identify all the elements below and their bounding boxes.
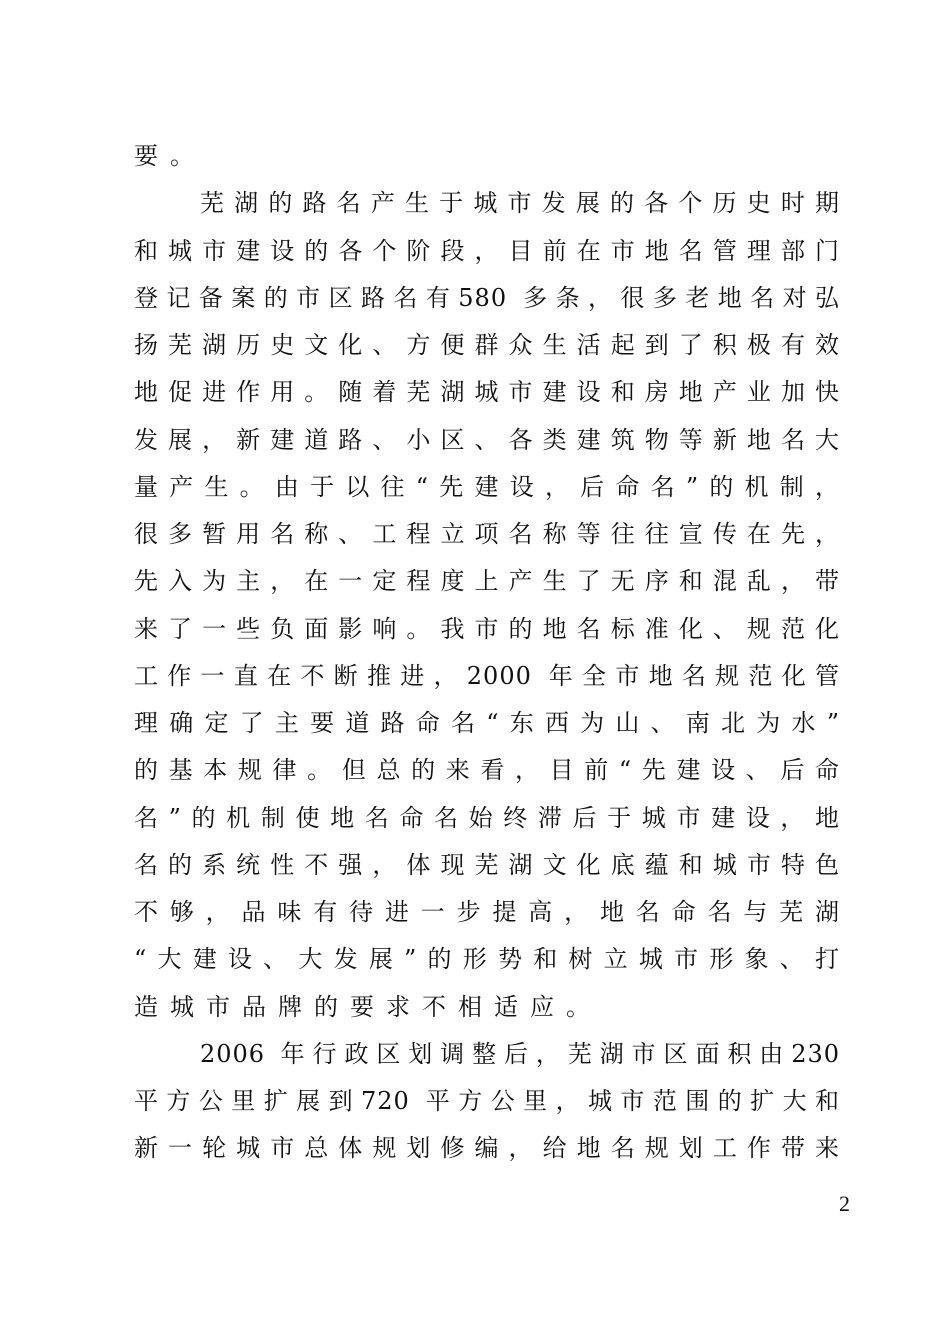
paragraph-first-line: 芜湖的路名产生于城市发展的各个历史时期 [200,189,840,218]
text-line: “大建设、大发展”的形势和树立城市形象、打 [134,945,840,974]
page-number: 2 [839,1191,850,1216]
text-line: 造城市品牌的要求不相适应。 [134,992,602,1021]
text-line: 理确定了主要道路命名“东西为山、南北为水” [134,709,840,737]
text-line: 名”的机制使地名命名始终滞后于城市建设，地 [134,803,840,832]
text-line: 平方公里扩展到720 平方公里，城市范围的扩大和 [134,1087,840,1115]
body-text [134,138,840,1178]
text-line: 新一轮城市总体规划修编，给地名规划工作带来 [134,1134,840,1163]
text-line: 登记备案的市区路名有580 多条，很多老地名对弘 [134,283,840,312]
text-line: 和城市建设的各个阶段，目前在市地名管理部门 [134,236,840,265]
text-line: 扬芜湖历史文化、方便群众生活起到了积极有效 [134,331,840,359]
text-line: 名的系统性不强，体现芜湖文化底蕴和城市特色 [134,850,840,879]
text-line: 工作一直在不断推进，2000 年全市地名规范化管 [134,661,840,690]
paragraph-first-line: 2006 年行政区划调整后，芜湖市区面积由230 [200,1039,840,1068]
text-line: 地促进作用。随着芜湖城市建设和房地产业加快 [134,378,840,407]
text-line: 很多暂用名称、工程立项名称等往往宣传在先， [134,520,840,548]
text-line: 要。 [134,142,206,170]
text-line: 先入为主，在一定程度上产生了无序和混乱，带 [134,567,840,596]
text-line: 的基本规律。但总的来看，目前“先建设、后命 [134,756,840,785]
text-line: 发展，新建道路、小区、各类建筑物等新地名大 [134,425,840,454]
text-line: 量产生。由于以往“先建设，后命名”的机制， [134,472,840,501]
text-line: 来了一些负面影响。我市的地名标准化、规范化 [134,614,840,643]
text-line: 不够，品味有待进一步提高，地名命名与芜湖 [134,898,840,926]
